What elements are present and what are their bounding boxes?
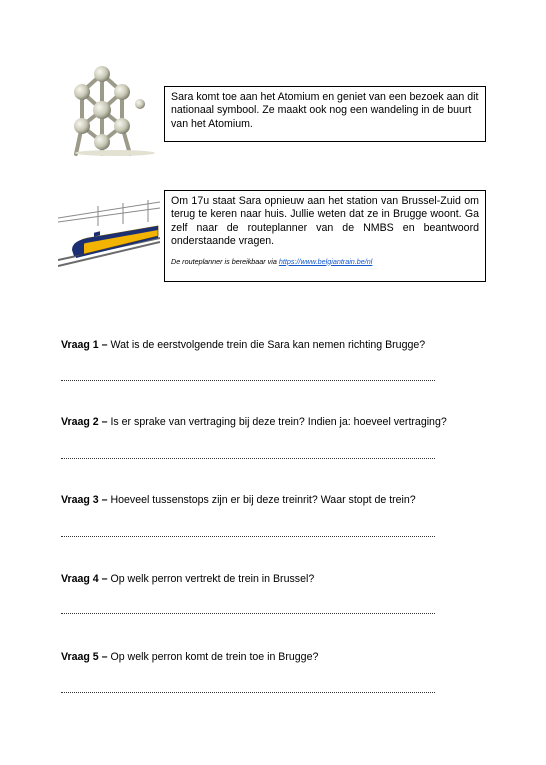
question-label: Vraag 2 –: [61, 416, 108, 428]
question-text: Op welk perron vertrekt de trein in Brussel?: [110, 573, 315, 585]
train-icon: [58, 198, 160, 268]
answer-line-5[interactable]: [61, 692, 435, 693]
answer-line-1[interactable]: [61, 380, 435, 381]
question-text: Wat is de eerstvolgende trein die Sara kan nemen richting Brugge?: [110, 339, 426, 351]
question-label: Vraag 4 –: [61, 573, 108, 585]
routeplanner-note: [171, 257, 479, 266]
question-text: Is er sprake van vertraging bij deze trein? Indien ja: hoeveel vertraging?: [110, 416, 447, 428]
atomium-text: Sara komt toe aan het Atomium en geniet van een bezoek aan dit nationaal symbool. Ze maakt ook nog een wandeling in de buurt van het Atomium.: [171, 91, 479, 130]
question-1: [61, 339, 425, 351]
station-textbox: [164, 190, 486, 282]
atomium-textbox: [164, 86, 486, 142]
routeplanner-link[interactable]: https://www.belgiantrain.be/nl: [278, 256, 373, 266]
question-label: Vraag 5 –: [61, 651, 108, 663]
question-label: Vraag 3 –: [61, 494, 108, 506]
question-2: [61, 416, 447, 428]
question-4: [61, 573, 314, 585]
question-5: [61, 651, 318, 663]
question-3: [61, 494, 416, 506]
note-prefix: De routeplanner is bereikbaar via: [171, 256, 277, 266]
answer-line-2[interactable]: [61, 458, 435, 459]
question-text: Op welk perron komt de trein toe in Brugge?: [110, 651, 319, 663]
question-label: Vraag 1 –: [61, 339, 108, 351]
answer-line-4[interactable]: [61, 613, 435, 614]
atomium-icon: [60, 64, 160, 156]
answer-line-3[interactable]: [61, 536, 435, 537]
station-text: Om 17u staat Sara opnieuw aan het station van Brussel-Zuid om terug te keren naar huis. Jullie weten dat ze in Brugge woont. Ga zelf naar de routeplanner van de NMBS en beantwoord onderstaande vragen.: [171, 195, 479, 248]
question-text: Hoeveel tussenstops zijn er bij deze treinrit? Waar stopt de trein?: [110, 494, 416, 506]
